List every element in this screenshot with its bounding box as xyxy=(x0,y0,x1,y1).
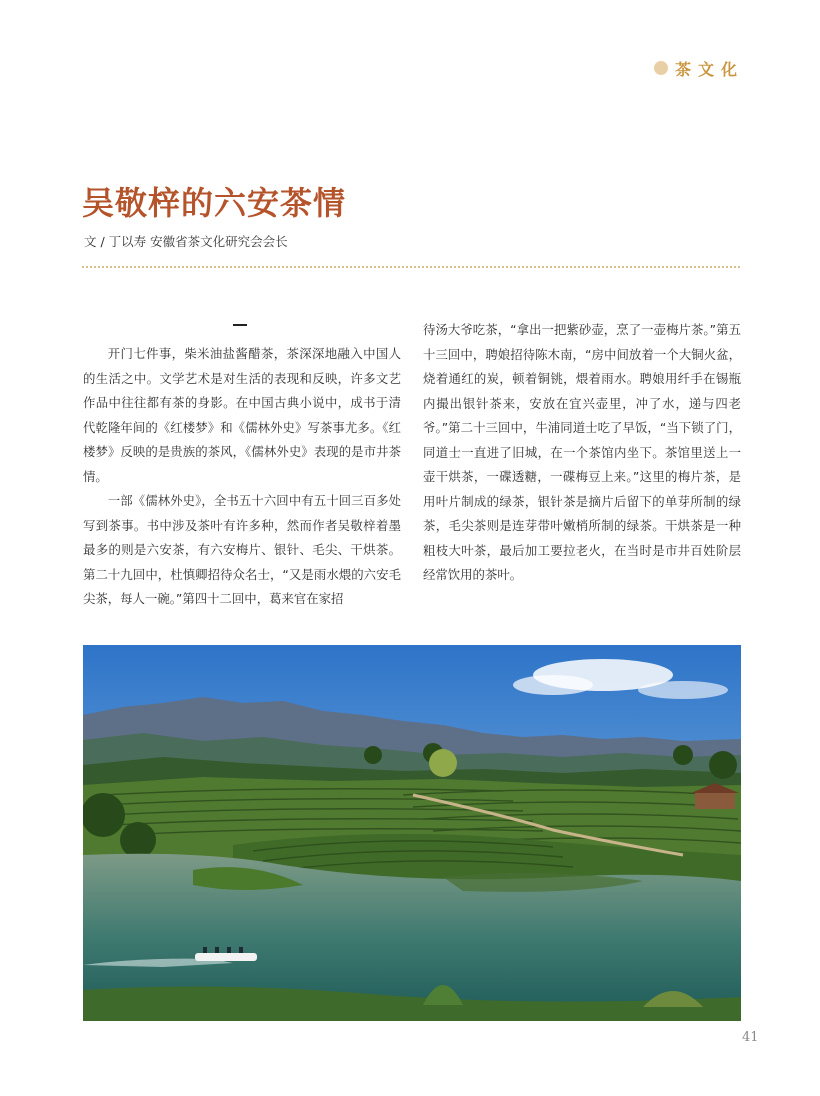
paragraph: 一部《儒林外史》，全书五十六回中有五十回三百多处写到茶事。书中涉及茶叶有许多种，然而作者吴敬梓着墨最多的则是六安茶，有六安梅片、银针、毛尖、干烘茶。第二十九回中，杜慎卿招待众名士，“又是雨水煨的六安毛尖茶，每人一碗。”第四十二回中，葛来官在家招 xyxy=(83,493,401,606)
section-header xyxy=(654,57,744,79)
section-tag: 茶文化 xyxy=(675,59,745,79)
article-column-left xyxy=(83,318,401,612)
title-divider xyxy=(82,266,740,268)
page-number: 41 xyxy=(742,1030,759,1045)
article-title: 吴敬梓的六安茶情 xyxy=(82,184,347,222)
article-column-right xyxy=(423,318,741,588)
paragraph: 待汤大爷吃茶，“拿出一把紫砂壶，烹了一壶梅片茶。”第五十三回中，聘娘招待陈木南，“房中间放着一个大铜火盆，烧着通红的炭，顿着铜铫，煨着雨水。聘娘用纤手在锡瓶内撮出银针茶来，安放在宜兴壶里，冲了水，递与四老爷。”第二十三回中，牛浦同道士吃了早饭，“当下锁了门，同道士一直进了旧城，在一个茶馆内坐下。茶馆里送上一壶干烘茶，一碟透糖，一碟梅豆上来。”这里的梅片茶，是用叶片制成的绿茶，银针茶是摘片后留下的单芽所制的绿茶，毛尖茶则是连芽带叶嫩梢所制的绿茶。干烘茶是一种粗枝大叶茶，最后加工要拉老火，在当时是市井百姓阶层经常饮用的茶叶。 xyxy=(423,322,741,582)
section-dot-icon xyxy=(654,61,668,75)
article-byline: 文 / 丁以寿 安徽省茶文化研究会会长 xyxy=(84,234,288,249)
tea-plantation-photo xyxy=(83,645,741,1021)
landscape-illustration xyxy=(83,645,741,1021)
paragraph: 开门七件事，柴米油盐酱醋茶，茶深深地融入中国人的生活之中。文学艺术是对生活的表现和反映，许多文艺作品中往往都有茶的身影。在中国古典小说中，成书于清代乾隆年间的《红楼梦》和《儒林外史》写茶事尤多。《红楼梦》反映的是贵族的茶风，《儒林外史》表现的是市井茶情。 xyxy=(83,346,401,484)
